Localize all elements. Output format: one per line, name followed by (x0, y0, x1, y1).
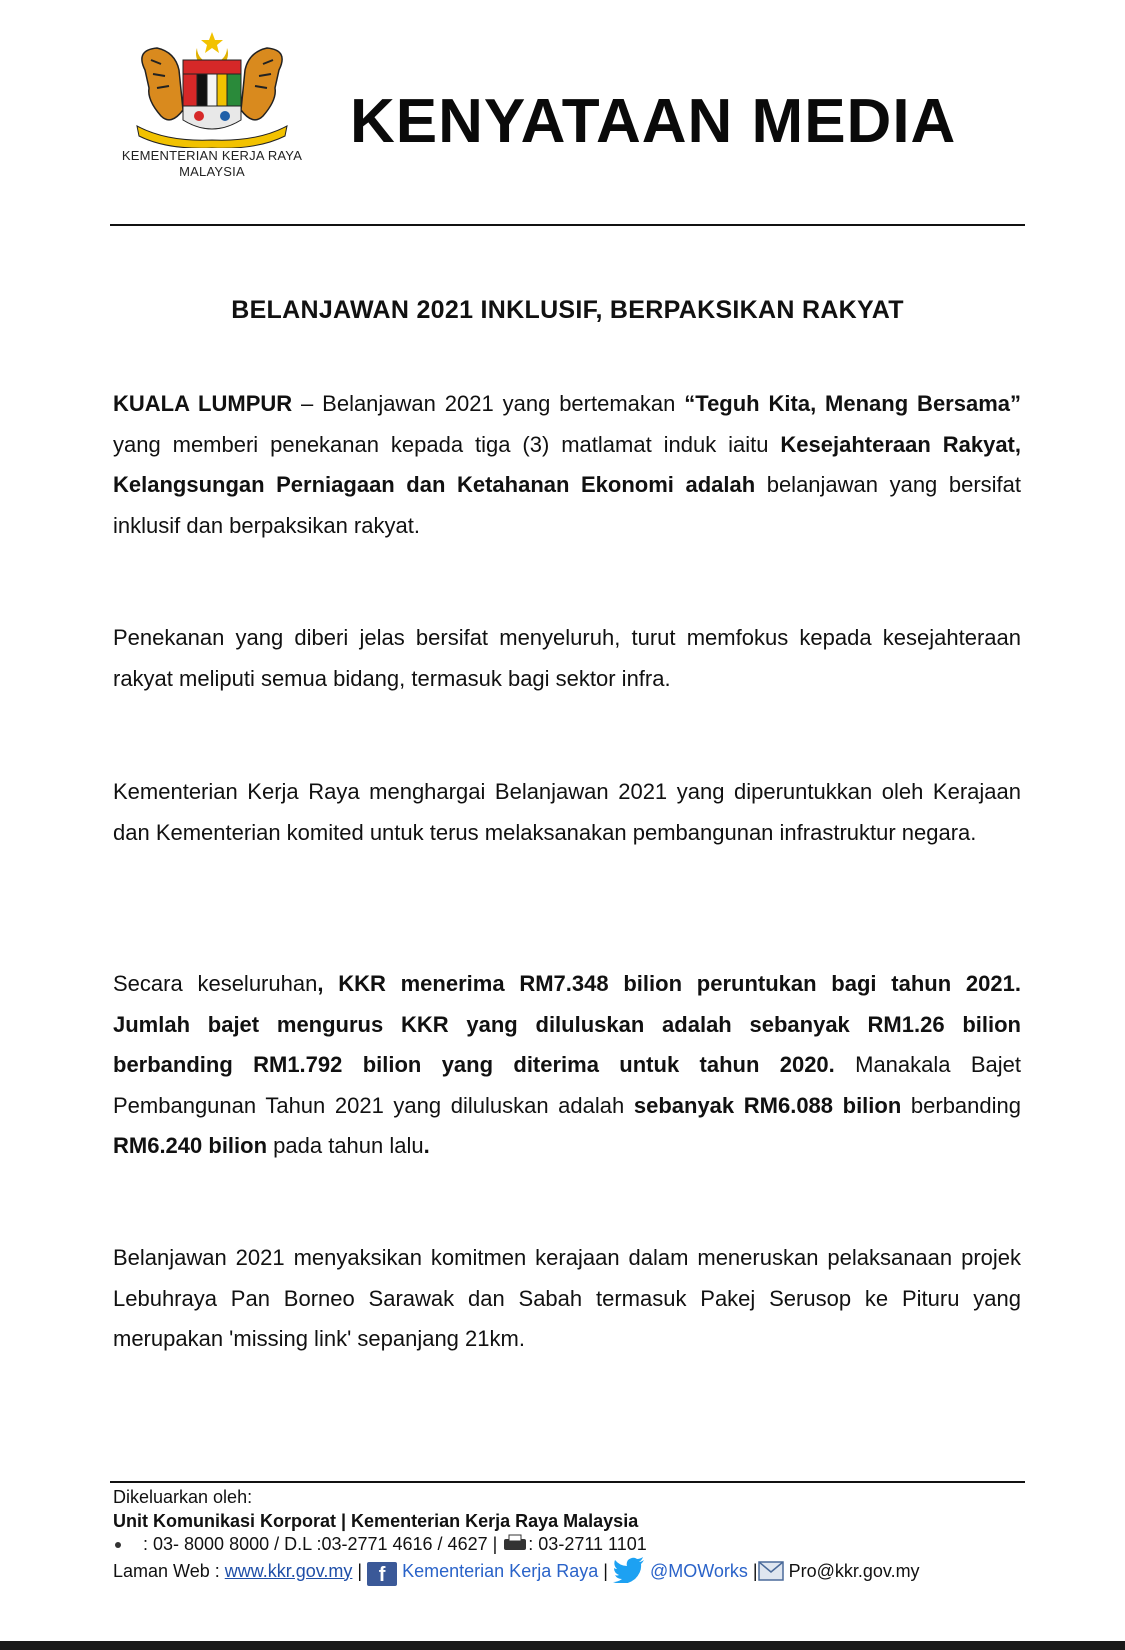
separator-2: | (598, 1560, 613, 1581)
phone-icon (115, 1542, 121, 1548)
bottom-edge-bar (0, 1641, 1125, 1650)
facebook-icon[interactable]: f (367, 1562, 397, 1586)
paragraph-5: Belanjawan 2021 menyaksikan komitmen kerajaan dalam meneruskan pelaksanaan projek Lebuhraya Pan Borneo Sarawak dan Sabah termasuk Pakej Serusop ke Pituru yang merupakan 'missing link' sepanjang 21km. (113, 1245, 1021, 1351)
twitter-icon[interactable] (613, 1557, 645, 1583)
separator-1: | (352, 1560, 368, 1581)
page-title: KENYATAAN MEDIA (350, 87, 957, 156)
header-divider (110, 224, 1025, 226)
issuing-org: Unit Komunikasi Korporat | Kementerian Kerja Raya Malaysia (113, 1510, 639, 1531)
separator-3: | (752, 1560, 758, 1581)
p4-bold-4: . (423, 1133, 430, 1158)
contact-line (113, 1533, 1028, 1557)
paragraph-4 (113, 964, 1021, 1167)
coat-of-arms-icon (127, 30, 297, 148)
fax-icon (502, 1534, 528, 1552)
phone-number: : 03- 8000 8000 / D.L :03-2771 4616 / 4627 | (143, 1534, 498, 1554)
p1-text-1: – Belanjawan 2021 yang bertemakan (292, 391, 685, 416)
ministry-crest (112, 30, 312, 190)
email-icon[interactable] (758, 1560, 784, 1582)
crest-caption-line2: MALAYSIA (179, 164, 245, 179)
p1-text-2: yang memberi penekanan kepada tiga (3) matlamat induk iaitu (113, 431, 781, 457)
facebook-link[interactable]: Kementerian Kerja Raya (402, 1560, 599, 1581)
twitter-handle[interactable]: @MOWorks (649, 1560, 748, 1581)
p1-text-3: belanjawan yang bersifat inklusif dan berpaksikan rakyat. (113, 472, 1021, 538)
p4-text-3: berbanding (901, 1092, 1022, 1118)
issued-by: Dikeluarkan oleh: (113, 1487, 253, 1507)
paragraph-3: Kementerian Kerja Raya menghargai Belanjawan 2021 yang diperuntukkan oleh Kerajaan dan Kementerian komited untuk terus melaksanakan pembangunan infrastruktur negara. (113, 779, 1021, 845)
web-label: Laman Web : (113, 1560, 225, 1581)
links-line (113, 1557, 1028, 1586)
p1-bold-2: “Teguh Kita, Menang Bersama” (684, 391, 1022, 416)
fax-number: : 03-2711 1101 (528, 1534, 647, 1554)
crest-caption-line1: KEMENTERIAN KERJA RAYA (121, 148, 303, 163)
headline: BELANJAWAN 2021 INKLUSIF, BERPAKSIKAN RAKYAT (231, 296, 904, 324)
p4-bold-2: sebanyak RM6.088 bilion (633, 1092, 902, 1118)
footer-divider (110, 1481, 1025, 1483)
p1-bold-1: KUALA LUMPUR (113, 391, 293, 416)
paragraph-2: Penekanan yang diberi jelas bersifat menyeluruh, turut memfokus kepada kesejahteraan rakyat meliputi semua bidang, termasuk bagi sektor infra. (113, 625, 1021, 691)
p1-bold-3: Kesejahteraan Rakyat, Kelangsungan Perniagaan dan Ketahanan Ekonomi adalah (113, 431, 1021, 497)
p4-text-4: pada tahun lalu (267, 1133, 424, 1158)
p4-bold-1: , KKR menerima RM7.348 bilion peruntukan bagi tahun 2021. Jumlah bajet mengurus KKR yang diluluskan adalah sebanyak RM1.26 bilion berbanding RM1.792 bilion yang diterima untuk tahun 2020. (113, 971, 1021, 1077)
email-address[interactable]: Pro@kkr.gov.my (788, 1560, 920, 1581)
website-link[interactable]: www.kkr.gov.my (224, 1560, 353, 1581)
p4-bold-3: RM6.240 bilion (113, 1133, 268, 1158)
paragraph-1 (113, 384, 1021, 546)
p4-text-2: Manakala Bajet Pembangunan Tahun 2021 yang diluluskan adalah (113, 1052, 1021, 1118)
footer (113, 1486, 1028, 1586)
p4-text-1: Secara keseluruhan (113, 971, 318, 996)
